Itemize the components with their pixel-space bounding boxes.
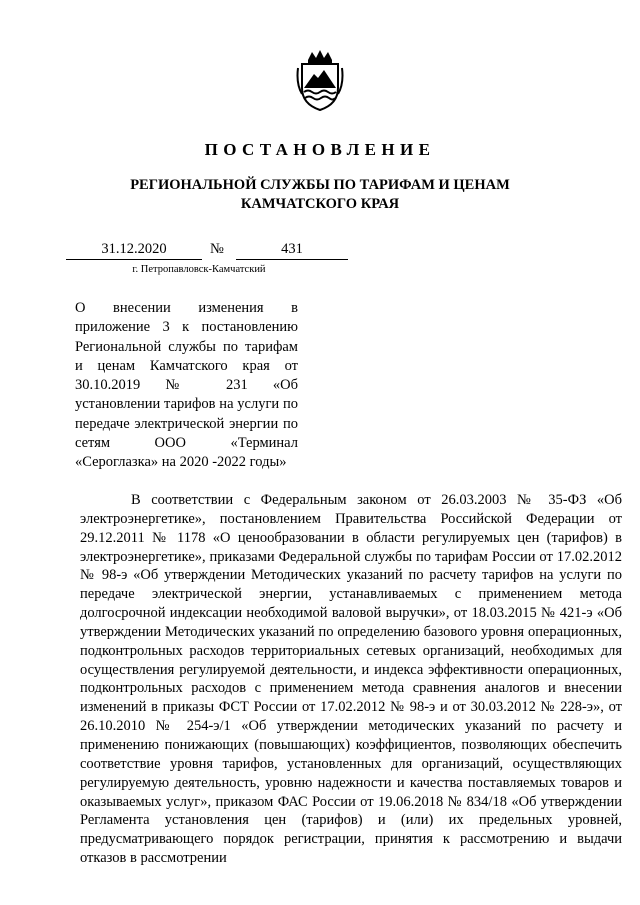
agency-name-line-1: РЕГИОНАЛЬНОЙ СЛУЖБЫ ПО ТАРИФАМ И ЦЕНАМ [130, 177, 510, 193]
kamchatka-coat-of-arms-icon [296, 48, 344, 112]
city-name: г. Петропавловск-Камчатский [132, 264, 266, 275]
document-type-title: ПОСТАНОВЛЕНИЕ [204, 140, 436, 159]
document-number: 431 [236, 241, 348, 260]
document-date: 31.12.2020 [66, 241, 202, 260]
agency-name-line-2: КАМЧАТСКОГО КРАЯ [240, 196, 400, 212]
number-sign: № [210, 241, 224, 257]
document-body: В соответствии с Федеральным законом от 26.03.2003 № 35-ФЗ «Об электроэнергетике», постановлением Правительства Российской Федерации от 29.12.2011 № 1178 «О ценообразовании в области регулируемых цен (тарифов) в электроэнергетике», приказами Федеральной службы по тарифам России от 17.02.2012 № 98-э «Об утверждении Методических указаний по расчету тарифов на услуги по передаче электрической энергии, устанавливаемых с применением метода долгосрочной индексации необходимой валовой выручки», от 18.03.2015 № 421-э «Об утверждении Методических указаний по определению базового уровня операционных, подконтрольных расходов территориальных сетевых организаций, необходимых для осуществления регулируемой деятельности, и индекса эффективности операционных, подконтрольных расходов с применением метода сравнения аналогов и внесении изменений в приказы ФСТ России от 17.02.2012 № 98-э и от 30.03.2012 № 228-э», от 26.10.2010 № 254-э/1 «Об утверждении методических указаний по расчету и применению понижающих (повышающих) коэффициентов, позволяющих обеспечить соответствие уровня тарифов, установленных для организаций, осуществляющих регулируемую деятельность, уровню надежности и качества поставляемых товаров и оказываемых услуг», приказом ФАС России от 19.06.2018 № 834/18 «Об утверждении Регламента установления цен (тарифов) и (или) их предельных уровней, предусматривающего порядок регистрации, принятия к рассмотрению и выдачи отказов в рассмотрении [80, 492, 622, 867]
document-subject: О внесении изменения в приложение 3 к постановлению Региональной службы по тарифам и ценам Камчатского края от 30.10.2019 № 231 «Об установлении тарифов на услуги по передаче электрической энергии по сетям ООО «Терминал «Сероглазка» на 2020 -2022 годы» [75, 300, 298, 471]
agency-name [80, 176, 560, 214]
